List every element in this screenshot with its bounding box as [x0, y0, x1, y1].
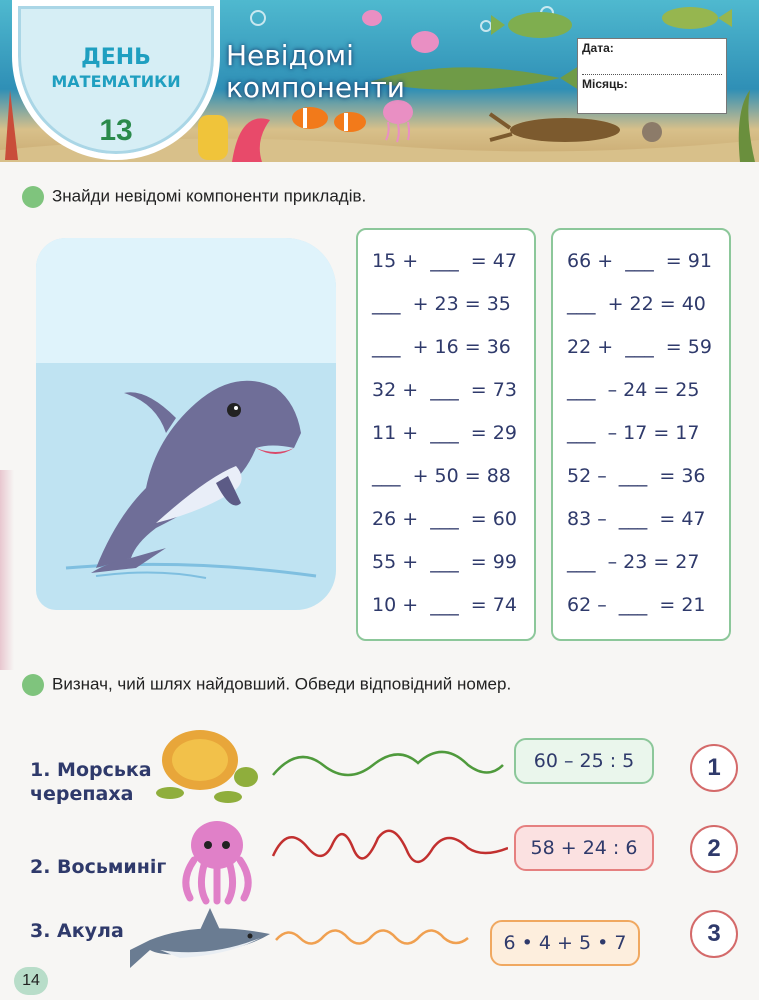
shark-path — [268, 908, 508, 968]
topic-line2: компоненти — [226, 71, 405, 104]
day-badge — [12, 0, 220, 160]
dolphin-illustration — [36, 238, 336, 610]
fish-icon — [491, 7, 732, 38]
turtle-expression: 60 – 25 : 5 — [514, 738, 654, 784]
day-title — [18, 46, 214, 94]
topic-line1: Невідомі — [226, 39, 354, 72]
task1-text: Знайди невідомі компоненти прикладів. — [52, 186, 367, 206]
bullet-icon — [22, 674, 44, 696]
shark-expression: 6 • 4 + 5 • 7 — [490, 920, 640, 966]
equation[interactable]: 10 + ___ = 74 — [372, 594, 517, 616]
date-box — [577, 38, 727, 114]
equation[interactable]: 26 + ___ = 60 — [372, 508, 517, 530]
turtle-path — [268, 735, 508, 795]
equation[interactable]: 62 – ___ = 21 — [567, 594, 706, 616]
equation[interactable]: ___ + 22 = 40 — [567, 293, 706, 315]
equation[interactable]: 83 – ___ = 47 — [567, 508, 706, 530]
date-field[interactable]: Дата: — [582, 41, 722, 75]
equation[interactable]: 11 + ___ = 29 — [372, 422, 517, 444]
day-label: ДЕНЬ — [81, 45, 151, 70]
equation[interactable]: ___ + 23 = 35 — [372, 293, 511, 315]
answer-number-1[interactable]: 1 — [690, 744, 738, 792]
octopus-expression: 58 + 24 : 6 — [514, 825, 654, 871]
dolphin-icon — [36, 238, 336, 610]
snail-icon — [642, 122, 662, 142]
crayfish-icon — [490, 114, 620, 142]
turtle-icon — [150, 715, 260, 805]
equations-column-1 — [356, 228, 536, 641]
equation[interactable]: ___ – 24 = 25 — [567, 379, 700, 401]
equation[interactable]: 55 + ___ = 99 — [372, 551, 517, 573]
math-label: МАТЕМАТИКИ — [51, 72, 181, 91]
turtle-label — [30, 758, 152, 806]
equation[interactable]: 22 + ___ = 59 — [567, 336, 712, 358]
equation[interactable]: ___ – 17 = 17 — [567, 422, 700, 444]
equation[interactable]: ___ – 23 = 27 — [567, 551, 700, 573]
month-field[interactable]: Місяць: — [582, 77, 628, 91]
day-number: 13 — [99, 114, 133, 147]
shark-icon — [120, 900, 280, 980]
page-number: 14 — [14, 967, 48, 995]
turtle-label-line1: 1. Морська — [30, 759, 152, 781]
octopus-icon — [172, 815, 262, 905]
turtle-label-line2: черепаха — [30, 783, 134, 805]
shark-label: 3. Акула — [30, 920, 124, 942]
task2-text: Визнач, чий шлях найдовший. Обведи відповідний номер. — [52, 674, 512, 694]
equation[interactable]: 32 + ___ = 73 — [372, 379, 517, 401]
octopus-label: 2. Восьминіг — [30, 856, 167, 878]
octopus-path — [268, 818, 508, 878]
clownfish-icon — [292, 107, 366, 132]
equation[interactable]: 52 – ___ = 36 — [567, 465, 706, 487]
bullet-icon — [22, 186, 44, 208]
page-edge — [0, 470, 14, 670]
equations-column-2 — [551, 228, 731, 641]
equation[interactable]: 15 + ___ = 47 — [372, 250, 517, 272]
task2-instruction — [22, 674, 511, 696]
equation[interactable]: 66 + ___ = 91 — [567, 250, 712, 272]
equation[interactable]: ___ + 16 = 36 — [372, 336, 511, 358]
task1-instruction — [22, 186, 366, 208]
equation[interactable]: ___ + 50 = 88 — [372, 465, 511, 487]
topic-title — [226, 40, 405, 104]
answer-number-3[interactable]: 3 — [690, 910, 738, 958]
answer-number-2[interactable]: 2 — [690, 825, 738, 873]
